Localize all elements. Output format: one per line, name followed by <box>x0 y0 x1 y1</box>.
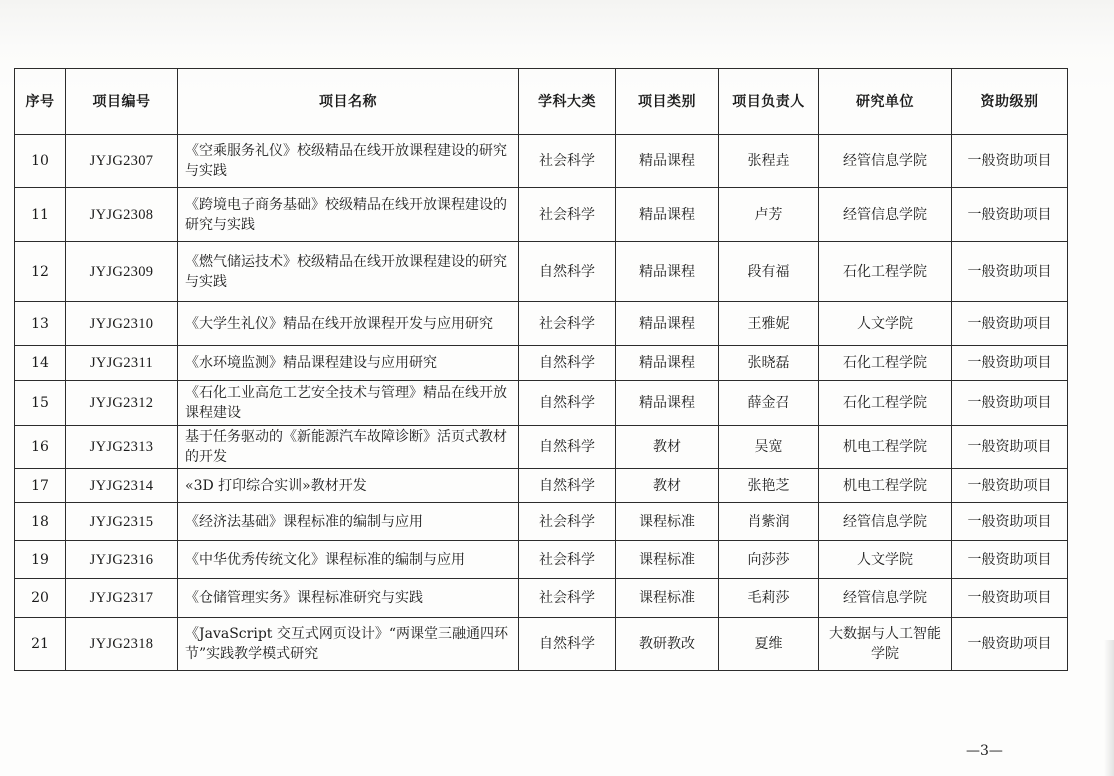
cell-unit: 石化工程学院 <box>819 381 952 426</box>
cell-leader: 吴宽 <box>719 426 819 469</box>
cell-category: 课程标准 <box>616 503 719 541</box>
cell-subject: 社会科学 <box>519 302 616 346</box>
table-row <box>15 381 1068 426</box>
cell-leader: 张艳芝 <box>719 469 819 503</box>
cell-unit: 人文学院 <box>819 302 952 346</box>
table-header-row <box>15 69 1068 135</box>
cell-no: 21 <box>15 618 66 671</box>
cell-level: 一般资助项目 <box>952 426 1068 469</box>
table-row <box>15 242 1068 302</box>
cell-unit: 经管信息学院 <box>819 135 952 188</box>
table-row <box>15 188 1068 242</box>
cell-category: 教研教改 <box>616 618 719 671</box>
cell-name: 《石化工业高危工艺安全技术与管理》精品在线开放课程建设 <box>178 381 519 426</box>
cell-leader: 向莎莎 <box>719 541 819 579</box>
cell-name: «3D 打印综合实训»教材开发 <box>178 469 519 503</box>
cell-category: 精品课程 <box>616 135 719 188</box>
cell-no: 15 <box>15 381 66 426</box>
cell-leader: 段有福 <box>719 242 819 302</box>
cell-subject: 社会科学 <box>519 541 616 579</box>
cell-code: JYJG2307 <box>66 135 178 188</box>
cell-level: 一般资助项目 <box>952 579 1068 618</box>
cell-no: 16 <box>15 426 66 469</box>
table-row <box>15 302 1068 346</box>
cell-subject: 自然科学 <box>519 618 616 671</box>
cell-leader: 夏维 <box>719 618 819 671</box>
cell-name: 《燃气储运技术》校级精品在线开放课程建设的研究与实践 <box>178 242 519 302</box>
cell-subject: 社会科学 <box>519 135 616 188</box>
cell-unit: 石化工程学院 <box>819 346 952 381</box>
cell-code: JYJG2309 <box>66 242 178 302</box>
cell-code: JYJG2315 <box>66 503 178 541</box>
cell-leader: 王雅妮 <box>719 302 819 346</box>
header-cell: 学科大类 <box>519 69 616 135</box>
cell-subject: 社会科学 <box>519 503 616 541</box>
cell-subject: 社会科学 <box>519 579 616 618</box>
table-row <box>15 135 1068 188</box>
cell-level: 一般资助项目 <box>952 618 1068 671</box>
cell-no: 17 <box>15 469 66 503</box>
header-cell: 项目负责人 <box>719 69 819 135</box>
cell-level: 一般资助项目 <box>952 503 1068 541</box>
cell-code: JYJG2314 <box>66 469 178 503</box>
cell-category: 课程标准 <box>616 541 719 579</box>
cell-no: 11 <box>15 188 66 242</box>
cell-leader: 卢芳 <box>719 188 819 242</box>
page-edge-shadow <box>1104 640 1114 776</box>
cell-unit: 大数据与人工智能学院 <box>819 618 952 671</box>
cell-unit: 经管信息学院 <box>819 579 952 618</box>
cell-name: 《水环境监测》精品课程建设与应用研究 <box>178 346 519 381</box>
cell-category: 精品课程 <box>616 242 719 302</box>
cell-category: 精品课程 <box>616 188 719 242</box>
cell-leader: 张晓磊 <box>719 346 819 381</box>
cell-code: JYJG2312 <box>66 381 178 426</box>
header-cell: 项目名称 <box>178 69 519 135</box>
cell-no: 12 <box>15 242 66 302</box>
project-table <box>14 68 1068 671</box>
cell-leader: 张程垚 <box>719 135 819 188</box>
cell-name: 《JavaScript 交互式网页设计》“两课堂三融通四环节”实践教学模式研究 <box>178 618 519 671</box>
cell-code: JYJG2311 <box>66 346 178 381</box>
table-row <box>15 426 1068 469</box>
cell-name: 《跨境电子商务基础》校级精品在线开放课程建设的研究与实践 <box>178 188 519 242</box>
cell-code: JYJG2317 <box>66 579 178 618</box>
header-cell: 项目类别 <box>616 69 719 135</box>
cell-level: 一般资助项目 <box>952 381 1068 426</box>
cell-name: 《经济法基础》课程标准的编制与应用 <box>178 503 519 541</box>
cell-name: 基于任务驱动的《新能源汽车故障诊断》活页式教材的开发 <box>178 426 519 469</box>
table-row <box>15 469 1068 503</box>
cell-name: 《大学生礼仪》精品在线开放课程开发与应用研究 <box>178 302 519 346</box>
cell-code: JYJG2308 <box>66 188 178 242</box>
cell-leader: 毛莉莎 <box>719 579 819 618</box>
table-row <box>15 579 1068 618</box>
cell-subject: 自然科学 <box>519 381 616 426</box>
cell-code: JYJG2313 <box>66 426 178 469</box>
cell-code: JYJG2318 <box>66 618 178 671</box>
cell-level: 一般资助项目 <box>952 188 1068 242</box>
cell-level: 一般资助项目 <box>952 135 1068 188</box>
cell-code: JYJG2316 <box>66 541 178 579</box>
cell-level: 一般资助项目 <box>952 469 1068 503</box>
cell-category: 精品课程 <box>616 346 719 381</box>
cell-unit: 石化工程学院 <box>819 242 952 302</box>
cell-level: 一般资助项目 <box>952 242 1068 302</box>
cell-name: 《仓储管理实务》课程标准研究与实践 <box>178 579 519 618</box>
cell-unit: 人文学院 <box>819 541 952 579</box>
cell-subject: 社会科学 <box>519 188 616 242</box>
cell-unit: 经管信息学院 <box>819 188 952 242</box>
cell-leader: 薛金召 <box>719 381 819 426</box>
cell-subject: 自然科学 <box>519 426 616 469</box>
cell-category: 课程标准 <box>616 579 719 618</box>
cell-no: 20 <box>15 579 66 618</box>
cell-level: 一般资助项目 <box>952 346 1068 381</box>
cell-name: 《中华优秀传统文化》课程标准的编制与应用 <box>178 541 519 579</box>
table-row <box>15 541 1068 579</box>
header-cell: 资助级别 <box>952 69 1068 135</box>
cell-no: 13 <box>15 302 66 346</box>
cell-leader: 肖紫润 <box>719 503 819 541</box>
cell-level: 一般资助项目 <box>952 302 1068 346</box>
cell-no: 10 <box>15 135 66 188</box>
cell-no: 14 <box>15 346 66 381</box>
cell-level: 一般资助项目 <box>952 541 1068 579</box>
cell-unit: 机电工程学院 <box>819 426 952 469</box>
header-cell: 序号 <box>15 69 66 135</box>
cell-no: 18 <box>15 503 66 541</box>
cell-subject: 自然科学 <box>519 346 616 381</box>
cell-category: 精品课程 <box>616 302 719 346</box>
table-row <box>15 503 1068 541</box>
cell-subject: 自然科学 <box>519 469 616 503</box>
cell-name: 《空乘服务礼仪》校级精品在线开放课程建设的研究与实践 <box>178 135 519 188</box>
cell-unit: 机电工程学院 <box>819 469 952 503</box>
cell-subject: 自然科学 <box>519 242 616 302</box>
table-row <box>15 618 1068 671</box>
cell-category: 精品课程 <box>616 381 719 426</box>
page-number: —3— <box>966 743 1003 759</box>
table-row <box>15 346 1068 381</box>
cell-unit: 经管信息学院 <box>819 503 952 541</box>
cell-category: 教材 <box>616 469 719 503</box>
cell-category: 教材 <box>616 426 719 469</box>
cell-code: JYJG2310 <box>66 302 178 346</box>
header-cell: 项目编号 <box>66 69 178 135</box>
cell-no: 19 <box>15 541 66 579</box>
header-cell: 研究单位 <box>819 69 952 135</box>
